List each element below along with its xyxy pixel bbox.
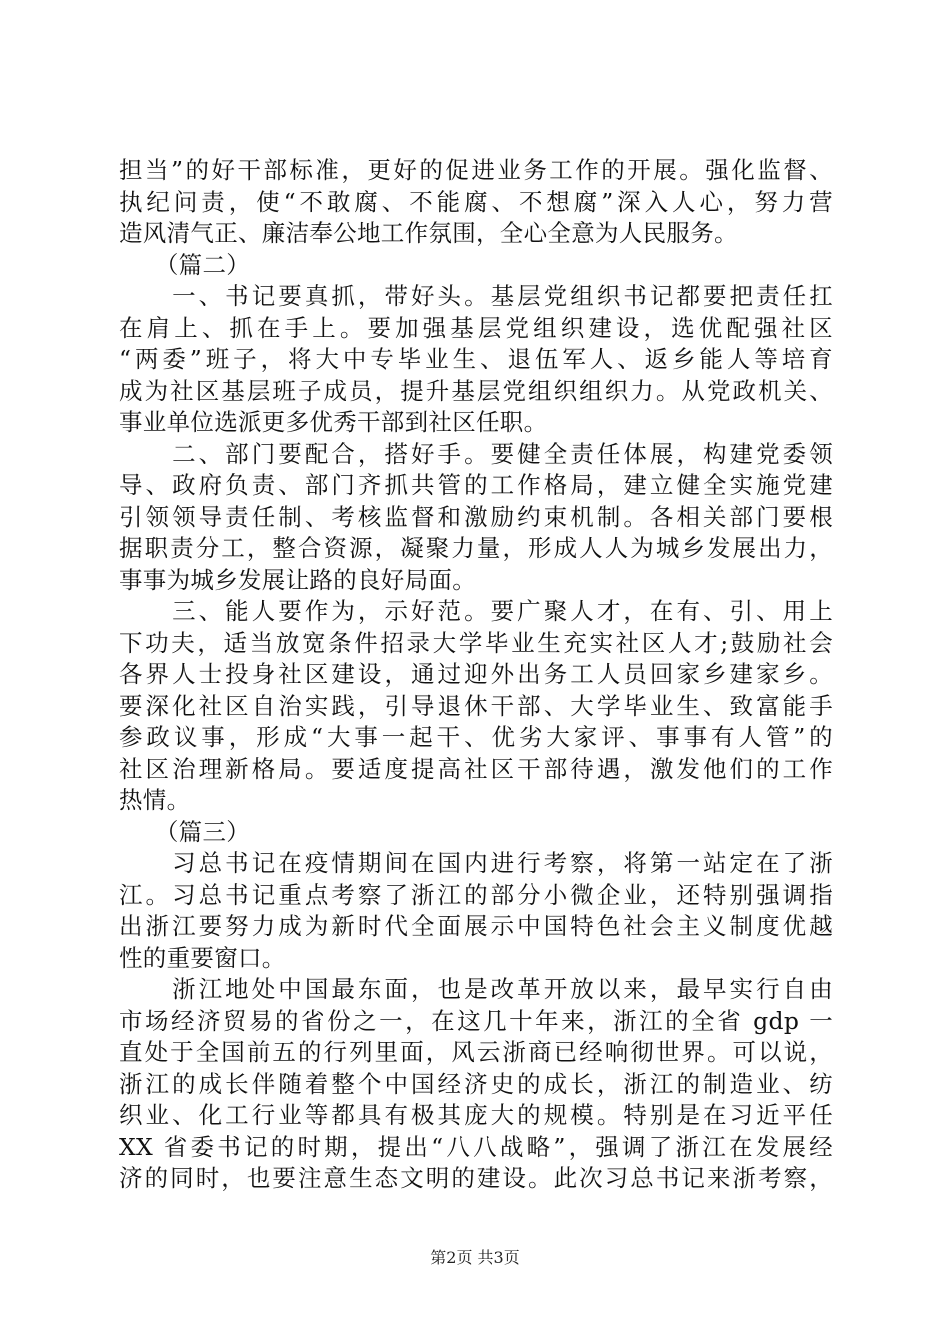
text-line: 江。习总书记重点考察了浙江的部分小微企业，还特别强调指 xyxy=(119,880,833,909)
text-line: 事事为城乡发展让路的良好局面。 xyxy=(119,565,476,594)
text-line: 习总书记在疫情期间在国内进行考察，将第一站定在了浙 xyxy=(119,849,833,877)
text-line: 导、政府负责、部门齐抓共管的工作格局，建立健全实施党建 xyxy=(119,471,833,499)
text-line: 事业单位选派更多优秀干部到社区任职。 xyxy=(119,408,548,436)
section-heading: （篇三） xyxy=(119,817,251,846)
page-number: 第2页 共3页 xyxy=(430,1248,520,1267)
text-line: 出浙江要努力成为新时代全面展示中国特色社会主义制度优越 xyxy=(119,912,833,940)
text-line: 热情。 xyxy=(119,786,191,814)
text-line: 要深化社区自治实践，引导退休干部、大学毕业生、致富能手 xyxy=(119,691,833,720)
page-footer xyxy=(0,1245,950,1268)
text-line: 性的重要窗口。 xyxy=(119,943,286,972)
text-line: “两委”班子，将大中专毕业生、退伍军人、返乡能人等培育 xyxy=(119,345,833,373)
text-line: 市场经济贸易的省份之一，在这几十年来，浙江的全省 gdp 一 xyxy=(119,1006,833,1035)
text-line: 在肩上、抓在手上。要加强基层党组织建设，选优配强社区 xyxy=(119,313,833,342)
document-body xyxy=(119,155,833,1195)
text-line: 参政议事，形成“大事一起干、优劣大家评、事事有人管”的 xyxy=(119,723,833,751)
text-line: XX 省委书记的时期，提出“八八战略”，强调了浙江在发展经 xyxy=(119,1132,833,1161)
text-line: 一、书记要真抓，带好头。基层党组织书记都要把责任扛 xyxy=(119,282,833,310)
text-line: 各界人士投身社区建设，通过迎外出务工人员回家乡建家乡。 xyxy=(119,660,833,688)
text-line: 引领领导责任制、考核监督和激励约束机制。各相关部门要根 xyxy=(119,502,833,531)
text-line: 下功夫，适当放宽条件招录大学毕业生充实社区人才;鼓励社会 xyxy=(119,628,833,657)
text-line: 浙江地处中国最东面，也是改革开放以来，最早实行自由 xyxy=(119,975,833,1003)
text-line: 二、部门要配合，搭好手。要健全责任体展，构建党委领 xyxy=(119,439,833,468)
section-heading: （篇二） xyxy=(119,250,251,279)
text-line: 直处于全国前五的行列里面，风云浙商已经响彻世界。可以说， xyxy=(119,1038,833,1066)
text-line: 济的同时，也要注意生态文明的建设。此次习总书记来浙考察， xyxy=(119,1164,833,1192)
text-line: 执纪问责，使“不敢腐、不能腐、不想腐”深入人心，努力营 xyxy=(119,187,833,216)
text-line: 造风清气正、廉洁奉公地工作氛围，全心全意为人民服务。 xyxy=(119,219,738,247)
text-line: 成为社区基层班子成员，提升基层党组织组织力。从党政机关、 xyxy=(119,376,833,405)
text-line: 织业、化工行业等都具有极其庞大的规模。特别是在习近平任 xyxy=(119,1101,833,1129)
text-line: 据职责分工，整合资源，凝聚力量，形成人人为城乡发展出力， xyxy=(119,534,833,562)
text-line: 担当”的好干部标准，更好的促进业务工作的开展。强化监督、 xyxy=(119,156,833,184)
text-line: 社区治理新格局。要适度提高社区干部待遇，激发他们的工作 xyxy=(119,754,833,783)
text-line: 三、能人要作为，示好范。要广聚人才，在有、引、用上 xyxy=(119,597,833,625)
text-line: 浙江的成长伴随着整个中国经济史的成长，浙江的制造业、纺 xyxy=(119,1069,833,1098)
